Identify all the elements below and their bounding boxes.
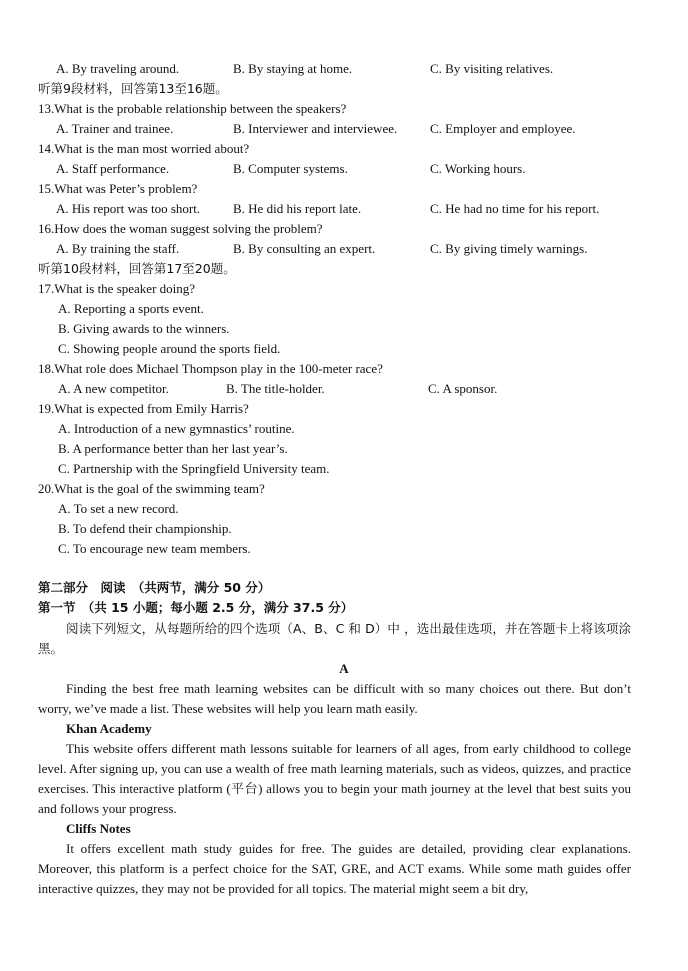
q18-option-b: B. The title-holder. (226, 381, 325, 396)
q15-option-c: C. He had no time for his report. (430, 201, 600, 216)
reading-instruction: 阅读下列短文，从每题所给的四个选项（A、B、C 和 D）中 ，选出最佳选项，并在答题卡上将该项涂黑。 (38, 621, 631, 656)
q14-option-c: C. Working hours. (430, 161, 526, 176)
q16-stem: 16.How does the woman suggest solving the problem? (38, 221, 323, 236)
q13-option-b: B. Interviewer and interviewee. (233, 121, 398, 136)
q12-option-b: B. By staying at home. (233, 61, 353, 76)
q14-stem: 14.What is the man most worried about? (38, 141, 250, 156)
passage-label: A (339, 661, 349, 676)
q13-option-a: A. Trainer and trainee. (56, 121, 174, 136)
q17-stem: 17.What is the speaker doing? (38, 281, 196, 296)
q19-stem: 19.What is expected from Emily Harris? (38, 401, 249, 416)
q13-option-c: C. Employer and employee. (430, 121, 576, 136)
section9-instruction: 听第9段材料，回答第13至16题。 (38, 81, 228, 96)
q16-option-c: C. By giving timely warnings. (430, 241, 588, 256)
q18-option-a: A. A new competitor. (58, 381, 169, 396)
q17-option-a: A. Reporting a sports event. (58, 301, 204, 316)
q20-option-c: C. To encourage new team members. (58, 541, 251, 556)
passage-intro: Finding the best free math learning websites can be difficult with so many choices out there. But don’t worry, we’ve made a list. These websites will help you learn math easily. (38, 681, 631, 716)
heading-cliffs-notes: Cliffs Notes (66, 821, 131, 836)
q15-option-a: A. His report was too short. (56, 201, 201, 216)
q19-option-a: A. Introduction of a new gymnastics’ routine. (58, 421, 295, 436)
q14-option-b: B. Computer systems. (233, 161, 348, 176)
q20-option-b: B. To defend their championship. (58, 521, 232, 536)
part-two-title: 第二部分 阅读 （共两节，满分 50 分） (38, 580, 271, 595)
section-one-title: 第一节 （共 15 小题；每小题 2.5 分，满分 37.5 分） (38, 600, 354, 615)
paragraph-khan-academy: This website offers different math lessons suitable for learners of all ages, from early childhood to college level. After signing up, you can use a wealth of free math learning materials, such as videos, quizzes, and practice exercises. This interactive platform (平台) allows you to begin your math journey at the level that best suits you and follows your progress. (38, 741, 631, 816)
q15-option-b: B. He did his report late. (233, 201, 362, 216)
q18-option-c: C. A sponsor. (428, 381, 498, 396)
q15-stem: 15.What was Peter’s problem? (38, 181, 198, 196)
q17-option-b: B. Giving awards to the winners. (58, 321, 230, 336)
q17-option-c: C. Showing people around the sports field. (58, 341, 281, 356)
q16-option-b: B. By consulting an expert. (233, 241, 376, 256)
q18-stem: 18.What role does Michael Thompson play in the 100-meter race? (38, 361, 383, 376)
q19-option-b: B. A performance better than her last year’s. (58, 441, 288, 456)
q20-option-a: A. To set a new record. (58, 501, 179, 516)
section10-instruction: 听第10段材料，回答第17至20题。 (38, 261, 236, 276)
q12-option-a: A. By traveling around. (56, 61, 180, 76)
paragraph-cliffs-notes: It offers excellent math study guides for free. The guides are detailed, providing clear explanations. Moreover, this platform is a perfect choice for the SAT, GRE, and ACT exams. While some math guides offer interactive quizzes, they may not be provided for all topics. The material might seem a bit dry, (38, 841, 631, 896)
q13-stem: 13.What is the probable relationship between the speakers? (38, 101, 347, 116)
q16-option-a: A. By training the staff. (56, 241, 180, 256)
q12-option-c: C. By visiting relatives. (430, 61, 554, 76)
q14-option-a: A. Staff performance. (56, 161, 170, 176)
q19-option-c: C. Partnership with the Springfield University team. (58, 461, 330, 476)
heading-khan-academy: Khan Academy (66, 721, 152, 736)
q20-stem: 20.What is the goal of the swimming team? (38, 481, 265, 496)
